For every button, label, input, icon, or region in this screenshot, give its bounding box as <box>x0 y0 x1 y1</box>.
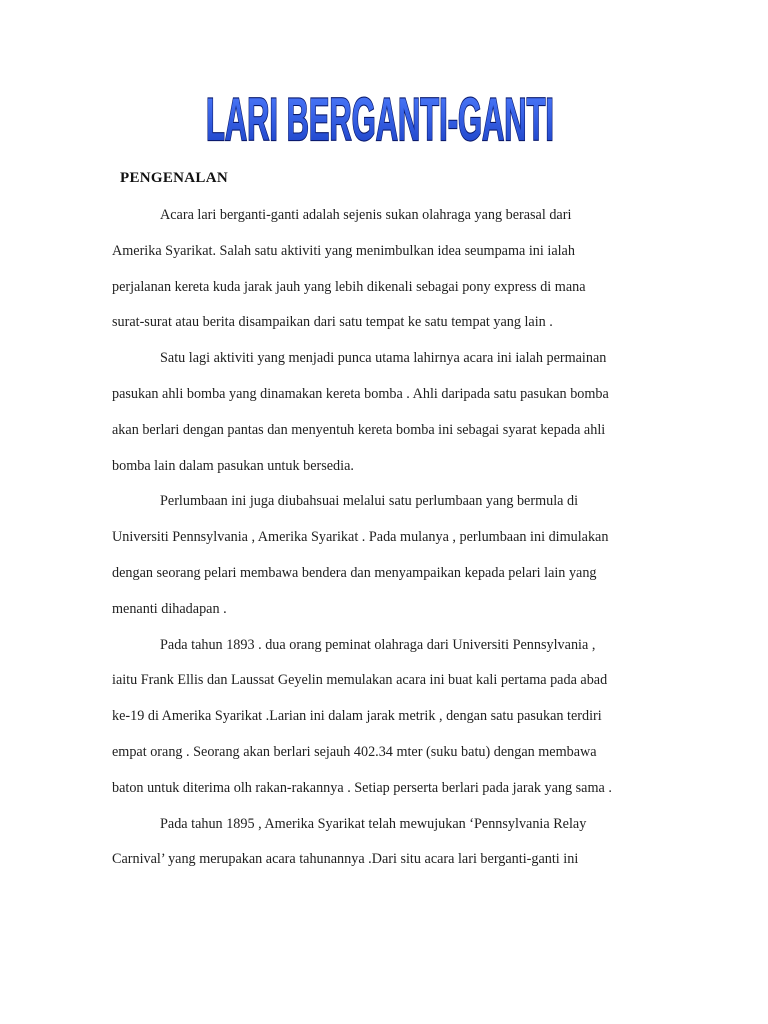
text-line: perjalanan kereta kuda jarak jauh yang lebih dikenali sebagai pony express di mana <box>112 278 586 295</box>
text-line: akan berlari dengan pantas dan menyentuh kereta bomba ini sebagai syarat kepada ahli <box>112 421 606 438</box>
wordart-title-text: LARI BERGANTI-GANTI <box>206 86 554 153</box>
section-heading: PENGENALAN <box>120 170 229 186</box>
text-line: menanti dihadapan . <box>112 600 227 617</box>
text-line: Pada tahun 1895 , Amerika Syarikat telah mewujukan ‘Pennsylvania Relay <box>160 815 587 832</box>
text-line: ke-19 di Amerika Syarikat .Larian ini dalam jarak metrik , dengan satu pasukan terdiri <box>112 708 602 725</box>
body-text <box>112 198 652 878</box>
text-line: bomba lain dalam pasukan untuk bersedia. <box>112 457 354 474</box>
text-line: Pada tahun 1893 . dua orang peminat olahraga dari Universiti Pennsylvania , <box>160 636 596 653</box>
wordart-title <box>200 84 560 152</box>
text-line: pasukan ahli bomba yang dinamakan kereta bomba . Ahli daripada satu pasukan bomba <box>112 385 609 402</box>
text-line: iaitu Frank Ellis dan Laussat Geyelin memulakan acara ini buat kali pertama pada abad <box>112 672 608 689</box>
wordart-title-graphic <box>200 84 560 152</box>
text-line: surat-surat atau berita disampaikan dari satu tempat ke satu tempat yang lain . <box>112 314 553 331</box>
text-line: Satu lagi aktiviti yang menjadi punca utama lahirnya acara ini ialah permainan <box>160 350 607 367</box>
text-line: Amerika Syarikat. Salah satu aktiviti yang menimbulkan idea seumpama ini ialah <box>112 242 575 259</box>
text-line: baton untuk diterima olh rakan-rakannya . Setiap perserta berlari pada jarak yang sama . <box>112 779 612 796</box>
text-line: empat orang . Seorang akan berlari sejauh 402.34 mter (suku batu) dengan membawa <box>112 743 597 760</box>
text-line: Universiti Pennsylvania , Amerika Syarikat . Pada mulanya , perlumbaan ini dimulakan <box>112 529 609 546</box>
text-line: Acara lari berganti-ganti adalah sejenis sukan olahraga yang berasal dari <box>160 207 572 223</box>
text-line: Carnival’ yang merupakan acara tahunannya .Dari situ acara lari berganti-ganti ini <box>112 851 579 868</box>
text-line: dengan seorang pelari membawa bendera dan menyampaikan kepada pelari lain yang <box>112 564 597 581</box>
text-line: Perlumbaan ini juga diubahsuai melalui satu perlumbaan yang bermula di <box>160 493 579 510</box>
